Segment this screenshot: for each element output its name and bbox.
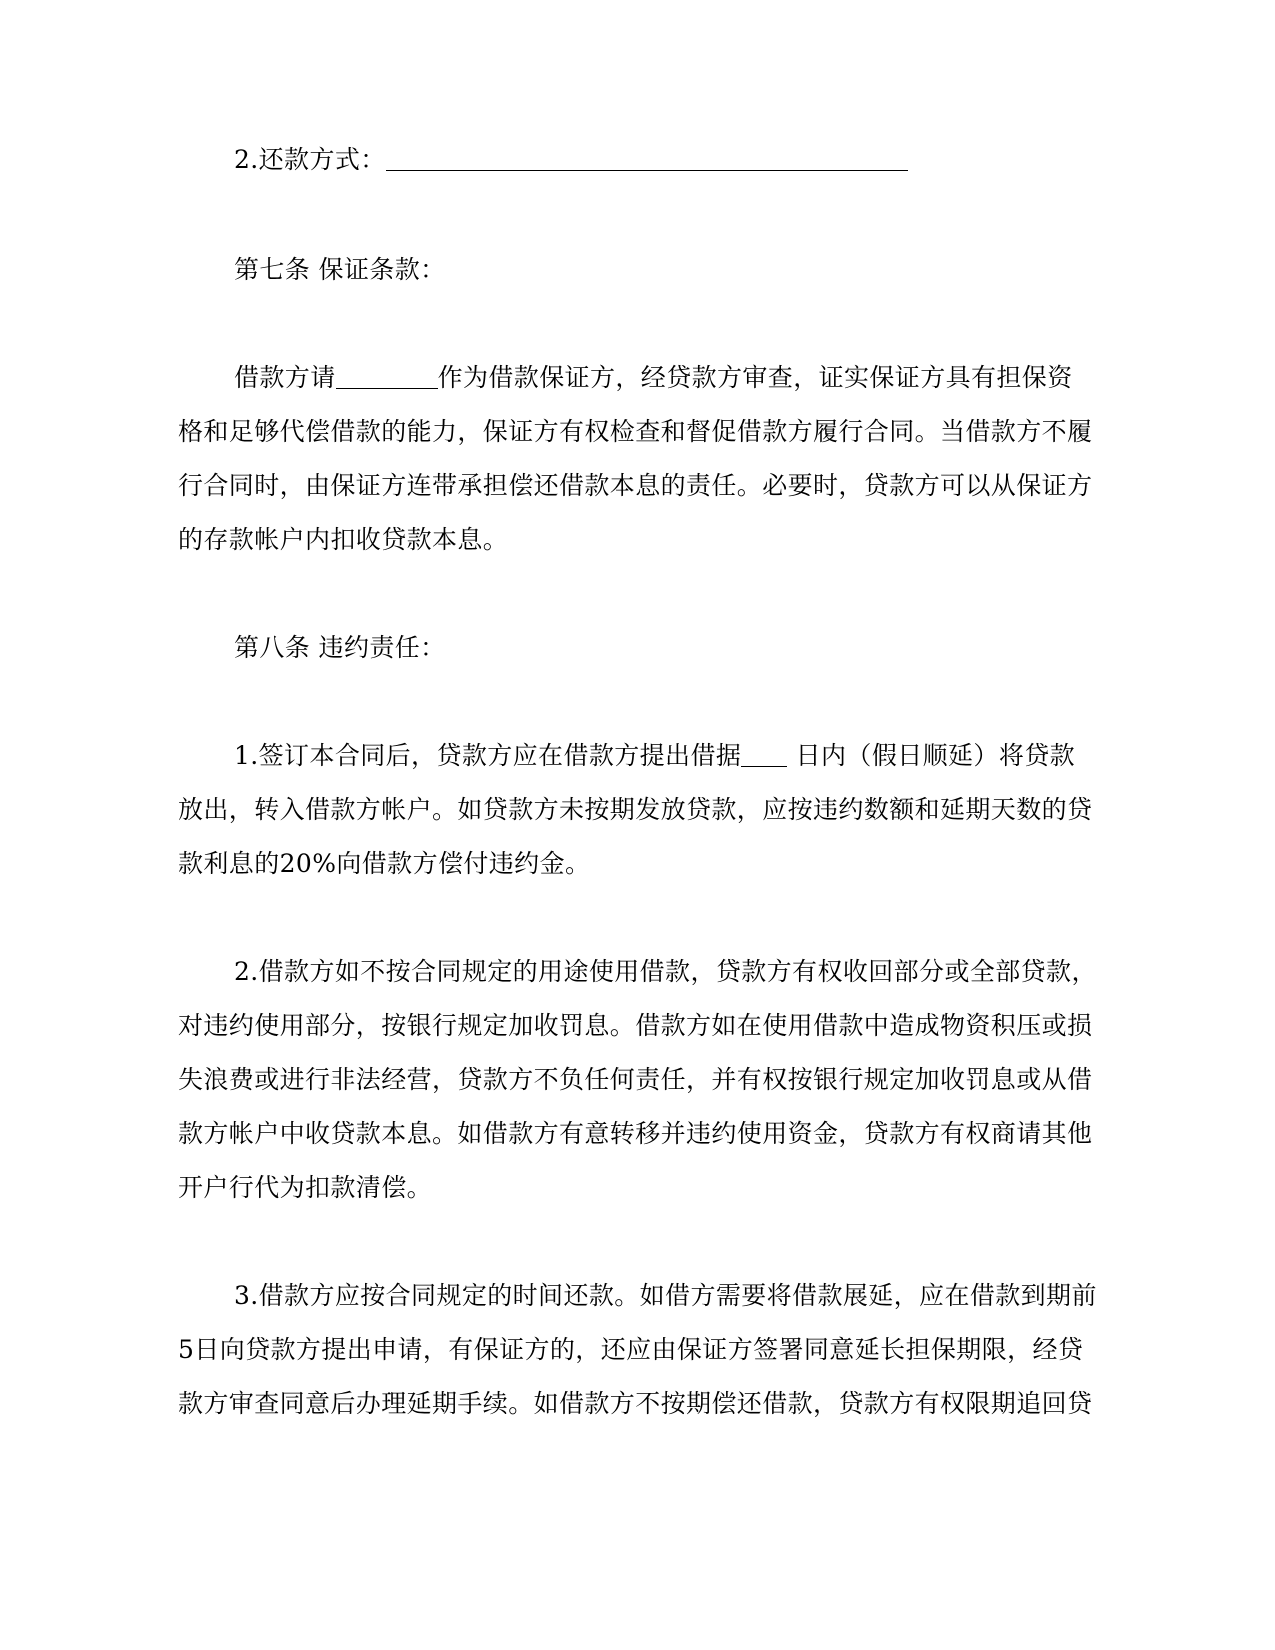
article-8-c3-line1: 3.借款方应按合同规定的时间还款。如借方需要将借款展延，应在借款到期前 [234,1281,1097,1310]
article-7-p1-line4: 的存款帐户内扣收贷款本息。 [178,525,509,554]
article-8-c2-line5: 开户行代为扣款清偿。 [178,1173,433,1202]
article-8-heading: 第八条 违约责任： [234,633,446,662]
repayment-method-blank [386,140,908,171]
article-8-c1-line3: 款利息的20%向借款方偿付违约金。 [178,849,591,878]
article-7-p1-text-after: 作为借款保证方，经贷款方审查，证实保证方具有担保资 [437,363,1073,392]
article-7-p1-line1 [234,358,1134,398]
repayment-method-line [234,140,1134,180]
article-8-c1-text-before: 1.签订本合同后，贷款方应在借款方提出借据 [234,741,742,770]
article-7-p1-line3: 行合同时，由保证方连带承担偿还借款本息的责任。必要时，贷款方可以从保证方 [178,471,1093,500]
article-8-c1-line2: 放出，转入借款方帐户。如贷款方未按期发放贷款，应按违约数额和延期天数的贷 [178,795,1093,824]
article-7-p1-text-before: 借款方请 [234,363,336,392]
article-7-p1-line2: 格和足够代偿借款的能力，保证方有权检查和督促借款方履行合同。当借款方不履 [178,417,1093,446]
article-8-c2-line1: 2.借款方如不按合同规定的用途使用借款，贷款方有权收回部分或全部贷款， [234,957,1097,986]
article-8-c1-text-after: 日内（假日顺延）将贷款 [787,741,1076,770]
article-8-c2-line2: 对违约使用部分，按银行规定加收罚息。借款方如在使用借款中造成物资积压或损 [178,1011,1093,1040]
article-8-c2-line4: 款方帐户中收贷款本息。如借款方有意转移并违约使用资金，贷款方有权商请其他 [178,1119,1093,1148]
article-8-c2-line3: 失浪费或进行非法经营，贷款方不负任何责任，并有权按银行规定加收罚息或从借 [178,1065,1093,1094]
article-7-heading: 第七条 保证条款： [234,255,446,284]
article-8-c1-line1 [234,736,1134,776]
article-8-c3-line2: 5日向贷款方提出申请，有保证方的，还应由保证方签署同意延长担保期限，经贷 [178,1335,1084,1364]
article-8-c3-line3: 款方审查同意后办理延期手续。如借款方不按期偿还借款，贷款方有权限期追回贷 [178,1389,1093,1418]
days-blank [741,736,787,767]
repayment-method-label: 2.还款方式： [234,145,386,174]
guarantor-blank [336,358,438,389]
